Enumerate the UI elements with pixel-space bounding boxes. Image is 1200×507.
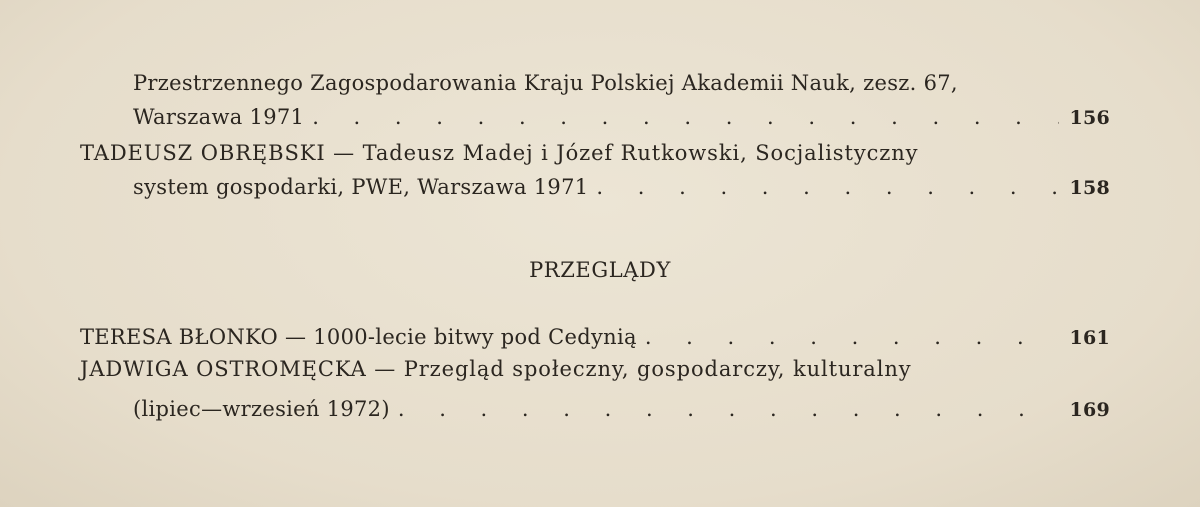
dot-leader — [398, 392, 1060, 426]
dot-leader — [312, 100, 1059, 134]
section-heading: PRZEGLĄDY — [529, 258, 671, 282]
dot-leader — [645, 320, 1060, 354]
page-number: 161 — [1069, 327, 1110, 349]
toc-entry-line — [80, 170, 1110, 205]
dot-leader — [596, 170, 1059, 204]
toc-entry-text: Przestrzennego Zagospodarowania Kraju Polskiej Akademii Nauk, zesz. 67, — [133, 71, 958, 95]
toc-entry-text: JADWIGA OSTROMĘCKA — Przegląd społeczny, gospodarczy, kulturalny — [80, 357, 912, 381]
toc-entry-line — [80, 392, 1110, 427]
toc-entry — [80, 66, 1110, 135]
page-number: 169 — [1069, 399, 1110, 421]
toc-entry-line — [80, 66, 1110, 100]
toc-entry-line — [80, 320, 1110, 355]
toc-entry — [80, 136, 1110, 205]
toc-entry-text: TADEUSZ OBRĘBSKI — Tadeusz Madej i Józef Rutkowski, Socjalistyczny — [80, 141, 919, 165]
toc-entry-text: TERESA BŁONKO — 1000-lecie bitwy pod Cedynią — [80, 325, 637, 349]
page-number: 156 — [1069, 107, 1110, 129]
toc-entry-text: (lipiec—wrzesień 1972) — [133, 397, 390, 421]
toc-entry-text: system gospodarki, PWE, Warszawa 1971 — [133, 175, 589, 199]
toc-entry-text: Warszawa 1971 — [133, 105, 305, 129]
toc-entry — [80, 320, 1110, 355]
toc-entry — [80, 352, 1110, 427]
toc-entry-line — [80, 100, 1110, 135]
toc-entry-line — [80, 136, 1110, 170]
toc-entry-line — [80, 352, 1110, 386]
page-number: 158 — [1069, 177, 1110, 199]
